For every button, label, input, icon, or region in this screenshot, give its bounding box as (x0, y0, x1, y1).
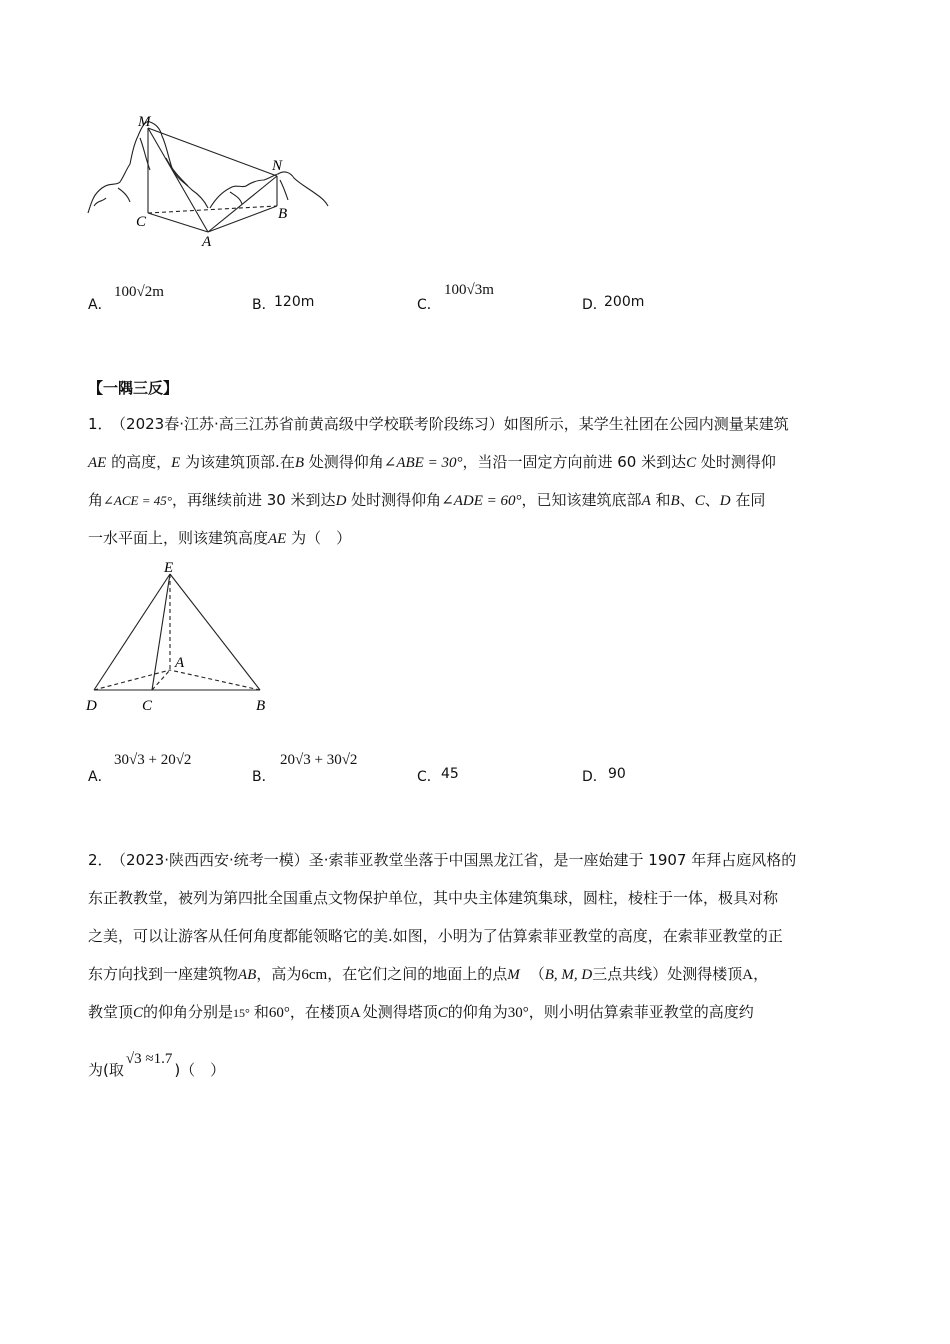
q2-AB: AB (238, 967, 257, 983)
q1-line1 (88, 414, 789, 434)
label-N: N (272, 158, 283, 174)
q0-option-b-letter: B． (252, 297, 276, 313)
q2-text: 为(取 (88, 1061, 124, 1079)
q1-AE2: AE (268, 531, 287, 547)
label-B: B (256, 698, 266, 714)
label-C: C (136, 214, 147, 230)
q2-text: 东方向找到一座建筑物 (88, 965, 239, 983)
q1-text: 、 (704, 491, 720, 509)
q1-D: D (335, 493, 347, 509)
q2-sqrt3-approx: √3 ≈1.7 (125, 1051, 173, 1067)
q1-option-c-value: 45 (441, 766, 459, 782)
q1-A: A (641, 493, 651, 509)
q1-option-d-value: 90 (608, 766, 626, 782)
label-M: M (138, 114, 151, 130)
q1-C: C (686, 455, 697, 471)
label-B: B (278, 206, 288, 222)
q1-source: （2023春·江苏·高三江苏省前黄高级中学校联考阶段练习） (118, 415, 504, 433)
q1-option-b-letter: B． (252, 769, 276, 785)
q2-line1-text: （2023·陕西西安·统考一模）圣·索菲亚教堂坐落于中国黑龙江省，是一座始建于 1907 年拜占庭风格的 (118, 851, 797, 869)
q2-A2: A (349, 1005, 361, 1021)
q1-line4 (88, 528, 351, 549)
label-E: E (164, 560, 174, 576)
q2-C: C (133, 1005, 144, 1021)
q1-text: 为（ ） (286, 529, 352, 547)
q1-D2: D (719, 493, 731, 509)
q2-line3: 之美，可以让游客从任何角度都能领略它的美.如图，小明为了估算索菲亚教堂的高度，在索菲亚教堂的正 (88, 927, 783, 945)
q1-text: 和 (650, 491, 671, 509)
q1-text: 在同 (730, 491, 766, 509)
q1-text: 处测得仰角 (304, 453, 384, 471)
q2-text: ， (753, 965, 769, 983)
q1-text: 、 (679, 491, 695, 509)
q1-E: E (171, 455, 181, 471)
q0-option-b-value: 120m (274, 294, 315, 310)
label-A: A (202, 234, 212, 248)
q2-height: 6cm (301, 967, 328, 983)
q2-line2: 东正教教堂，被列为第四批全国重点文物保护单位，其中央主体建筑集球，圆柱，棱柱于一体，极具对称 (88, 889, 779, 907)
q1-option-a-letter: A． (88, 769, 112, 785)
q0-option-c-letter: C． (417, 297, 441, 313)
q2-angle-60: 60° (268, 1005, 290, 1021)
q1-text: ，当沿一固定方向前进 60 米到达 (462, 453, 687, 471)
q2-text: （ (529, 965, 545, 983)
label-D: D (86, 698, 97, 714)
q0-option-c-value: 100√3m (444, 282, 494, 298)
q1-text: 的高度， (106, 453, 172, 471)
q1-B: B (294, 455, 304, 471)
q1-line2 (88, 452, 776, 473)
q0-option-d-letter: D． (582, 297, 607, 313)
q2-line1 (88, 850, 796, 870)
q1-B2: B (670, 493, 680, 509)
section-title: 【一隅三反】 (88, 379, 179, 397)
q1-option-a-value: 30√3 + 20√2 (114, 752, 192, 768)
q2-text: 教堂顶 (88, 1003, 134, 1021)
q1-option-d-letter: D． (582, 769, 607, 785)
q2-M: M (507, 967, 520, 983)
q2-line6 (88, 1051, 226, 1081)
q2-text: ，高为 (256, 965, 302, 983)
q1-line1-text: 如图所示，某学生社团在公园内测量某建筑 (503, 415, 789, 433)
q1-text: 一水平面上，则该建筑高度 (88, 529, 269, 547)
q2-text: ，在楼顶 (289, 1003, 350, 1021)
q2-text: 的仰角分别是 (143, 1003, 234, 1021)
q1-option-c-letter: C． (417, 769, 441, 785)
q1-C2: C (694, 493, 705, 509)
q1-angle-ACE: ∠ACE = 45° (103, 493, 172, 508)
q2-C2: C (437, 1005, 448, 1021)
q2-A: A (742, 967, 754, 983)
label-C: C (142, 698, 153, 714)
q0-option-a-letter: A． (88, 297, 112, 313)
q2-number: 2． (88, 851, 113, 869)
q2-text: ，在它们之间的地面上的点 (327, 965, 508, 983)
q1-line3 (88, 490, 765, 511)
q1-text: ，已知该建筑底部 (521, 491, 642, 509)
figure-pyramid (80, 556, 280, 718)
q1-angle-ABE: ∠ABE = 30° (383, 455, 463, 471)
q2-line4 (88, 964, 768, 985)
q1-text: 处时测得仰 (696, 453, 776, 471)
q1-AE: AE (88, 455, 107, 471)
q2-text: ，则小明估算索菲亚教堂的高度约 (528, 1003, 754, 1021)
q0-option-a-value: 100√2m (114, 284, 164, 300)
q2-text: 三点共线）处测得楼顶 (592, 965, 743, 983)
q0-option-d-value: 200m (604, 294, 645, 310)
q2-text: 和 (253, 1003, 269, 1021)
figure-mountain (80, 108, 340, 248)
q2-angle-30: 30° (507, 1005, 529, 1021)
q2-angle-15: 15° (233, 1006, 250, 1020)
q2-BMD: B, M, D (544, 967, 593, 983)
q2-text: 处测得塔顶 (362, 1003, 438, 1021)
q1-option-b-value: 20√3 + 30√2 (280, 752, 358, 768)
q2-text: 的仰角为 (447, 1003, 508, 1021)
q1-text: 为该建筑顶部.在 (180, 453, 295, 471)
q1-text: 处时测得仰角 (346, 491, 442, 509)
q1-angle-ADE: ∠ADE = 60° (441, 493, 522, 509)
q1-text: 角 (88, 491, 104, 509)
q1-number: 1． (88, 415, 113, 433)
q1-text: ，再继续前进 30 米到达 (171, 491, 336, 509)
q2-line5 (88, 1002, 754, 1023)
q2-text: )（ ） (174, 1061, 226, 1079)
label-A: A (175, 655, 185, 671)
